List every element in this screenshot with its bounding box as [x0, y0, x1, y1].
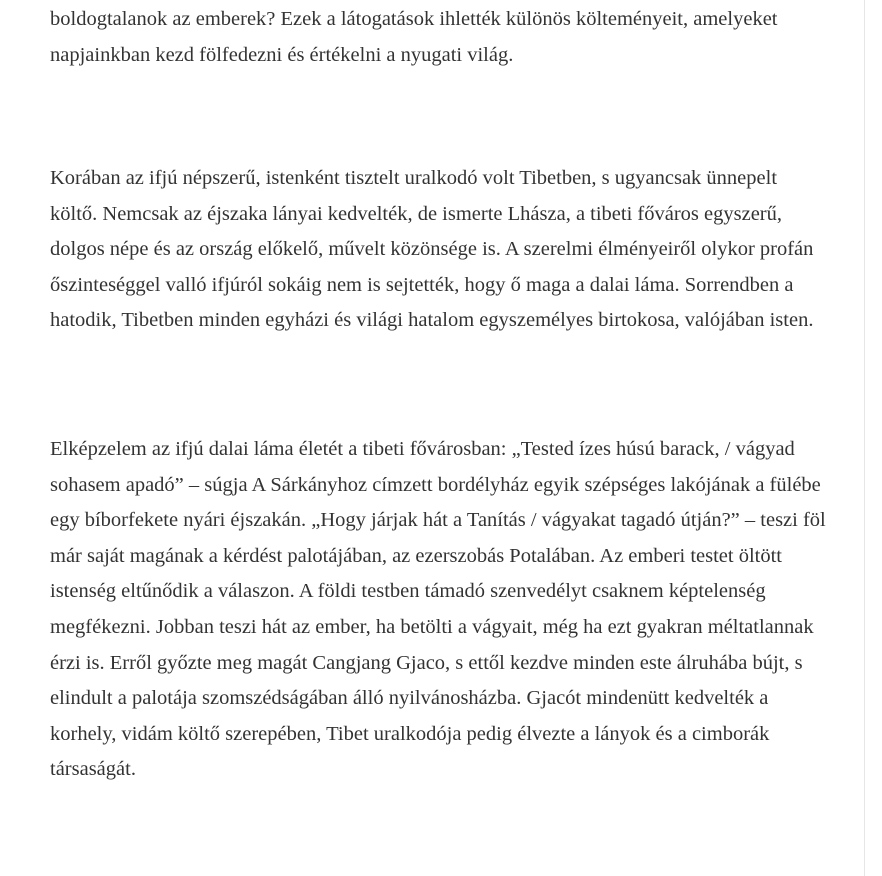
paragraph-2: Korában az ifjú népszerű, istenként tisztelt uralkodó volt Tibetben, s ugyancsak ünnepelt költő. Nemcsak az éjszaka lányai kedvelték, de ismerte Lhásza, a tibeti főváros egyszerű, dolgos népe és az ország előkelő, művelt közönsége is. A szerelmi élményeiről olykor profán őszinteséggel valló ifjúról sokáig nem is sejtették, hogy ő maga a dalai láma. Sorrendben a hatodik, Tibetben minden egyházi és világi hatalom egyszemélyes birtokosa, valójában isten.: [50, 167, 814, 332]
paragraph-3: Elképzelem az ifjú dalai láma életét a tibeti fővárosban: „Tested ízes húsú barack, / vágyad sohasem apadó” – súgja A Sárkányhoz címzett bordélyház egyik szépséges lakójának a fülébe egy bíborfekete nyári éjszakán. „Hogy járjak hát a Tanítás / vágyakat tagadó útján?” – teszi föl már saját magának a kérdést palotájában, az ezerszobás Potalában. Az emberi testet öltött istenség eltűnődik a válaszon. A földi testben támadó szenvedélyt csaknem képtelenség megfékezni. Jobban teszi hát az ember, ha betölti a vágyait, még ha ezt gyakran méltatlannak érzi is. Erről győzte meg magát Cangjang Gjaco, s ettől kezdve minden este álruhába bújt, s elindult a palotája szomszédságában álló nyilvánosházba. Gjacót mindenütt kedvelték a korhely, vidám költő szerepében, Tibet uralkodója pedig élvezte a lányok és a cimborák társaságát.: [50, 438, 826, 781]
content-divider: [864, 0, 865, 876]
paragraph-1: boldogtalanok az emberek? Ezek a látogatások ihlették különös költeményeit, amelyeket napjainkban kezd fölfedezni és értékelni a nyugati világ.: [50, 8, 778, 66]
